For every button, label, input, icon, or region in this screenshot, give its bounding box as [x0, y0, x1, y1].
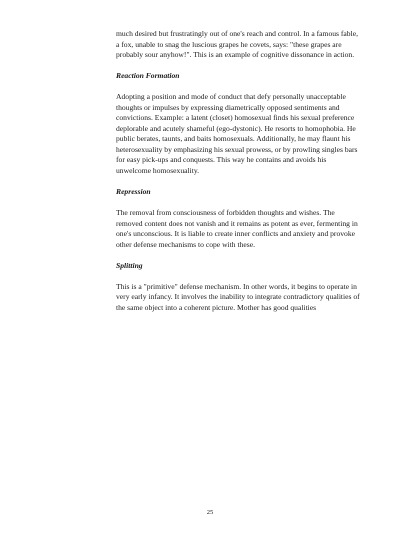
- heading-repression: Repression: [116, 187, 151, 197]
- paragraph-reaction-formation: Adopting a position and mode of conduct that defy personally unacceptable thoughts or impulses by expressing diametrically opposed sentiments and convictions. Example: a latent (closet) homosexual finds his sexual preference deplorable and acutely shameful (ego-dystonic). He resorts to homophobia. He public berates, taunts, and baits homosexuals. Additionally, he may flaunt his heterosexuality by emphasizing his sexual prowess, or by prowling singles bars for easy pick-ups and conquests. This way he contains and avoids his unwelcome homosexuality.: [116, 92, 358, 176]
- page-content: [116, 29, 360, 324]
- page-number: 25: [206, 509, 214, 516]
- heading-splitting: Splitting: [116, 260, 143, 270]
- heading-reaction-formation: Reaction Formation: [116, 71, 180, 81]
- paragraph-splitting: This is a "primitive" defense mechanism. In other words, it begins to operate in very early infancy. It involves the inability to integrate contradictory qualities of the same object into a coherent picture. Mother has good qualities: [116, 281, 360, 312]
- paragraph-cognitive-dissonance: much desired but frustratingly out of one's reach and control. In a famous fable, a fox, unable to snag the luscious grapes he covets, says: "these grapes are probably sour anyhow!". This is an example of cognitive dissonance in action.: [116, 29, 358, 60]
- paragraph-repression: The removal from consciousness of forbidden thoughts and wishes. The removed content does not vanish and it remains as potent as ever, fermenting in one's unconscious. It is liable to create inner conflicts and anxiety and provoke other defense mechanisms to cope with these.: [116, 208, 358, 249]
